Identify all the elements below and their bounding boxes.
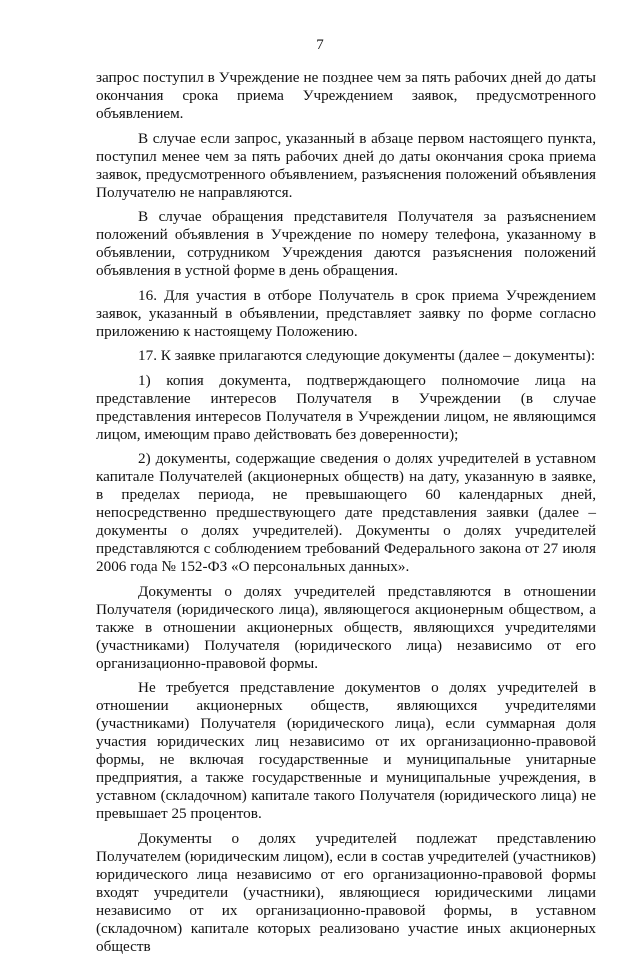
paragraph-continuation: запрос поступил в Учреждение не позднее чем за пять рабочих дней до даты окончания срока приема Учреждением заявок, предусмотренного объявлением.: [96, 69, 596, 122]
paragraph-late-request: В случае если запрос, указанный в абзаце первом настоящего пункта, поступил менее чем за пять рабочих дней до даты окончания срока приема заявок, предусмотренного объявлением, разъяснения положений объявления Получателю не направляются.: [96, 129, 596, 201]
paragraph-not-required: Не требуется представление документов о долях учредителей в отношении акционерных обществ, являющихся учредителями (участниками) Получателя (юридического лица), если суммарная доля участия юридических лиц независимо от их организационно-правовой формы, не включая государственные и муниципальные унитарные предприятия, а также государственные и муниципальные учреждения, в уставном (складочном) капитале такого Получателя (юридического лица) не превышает 25 процентов.: [96, 679, 596, 822]
document-body: [96, 69, 596, 962]
paragraph-founders-docs: Документы о долях учредителей представляются в отношении Получателя (юридического лица), являющегося акционерным обществом, а также в отношении акционерных обществ, являющихся учредителями (участниками) Получателя (юридического лица) независимо от его организационно-правовой формы.: [96, 582, 596, 672]
paragraph-item-2: 2) документы, содержащие сведения о долях учредителей в уставном капитале Получателей (акционерных обществ) на дату, указанную в заявке, в пределах периода, не превышающего 60 календарных дней, непосредственно предшествующего дате представления заявки (далее – документы о долях учредителей). Документы о долях учредителей представляются с соблюдением требований Федерального закона от 27 июля 2006 года № 152-ФЗ «О персональных данных».: [96, 450, 596, 575]
paragraph-subject-to-submission: Документы о долях учредителей подлежат представлению Получателем (юридическим лицом), если в состав учредителей (участников) юридического лица независимо от его организационно-правовой формы входят учредители (участники), являющиеся юридическими лицами независимо от их организационно-правовой формы, в уставном (складочном) капитале которых реализовано участие иных акционерных обществ: [96, 829, 596, 955]
paragraph-item-1: 1) копия документа, подтверждающего полномочие лица на представление интересов Получателя в Учреждении (в случае представления интересов Получателя в Учреждении лицом, не являющимся лицом, имеющим право действовать без доверенности);: [96, 371, 596, 443]
page-number: 7: [316, 37, 324, 53]
paragraph-phone-clarification: В случае обращения представителя Получателя за разъяснением положений объявления в Учреждение по номеру телефона, указанному в объявлении, сотрудником Учреждения даются разъяснения положений объявления в устной форме в день обращения.: [96, 208, 596, 279]
paragraph-clause-16: 16. Для участия в отборе Получатель в срок приема Учреждением заявок, указанный в объявлении, представляет заявку по форме согласно приложению к настоящему Положению.: [96, 286, 596, 340]
paragraph-clause-17: 17. К заявке прилагаются следующие документы (далее – документы):: [138, 347, 596, 364]
